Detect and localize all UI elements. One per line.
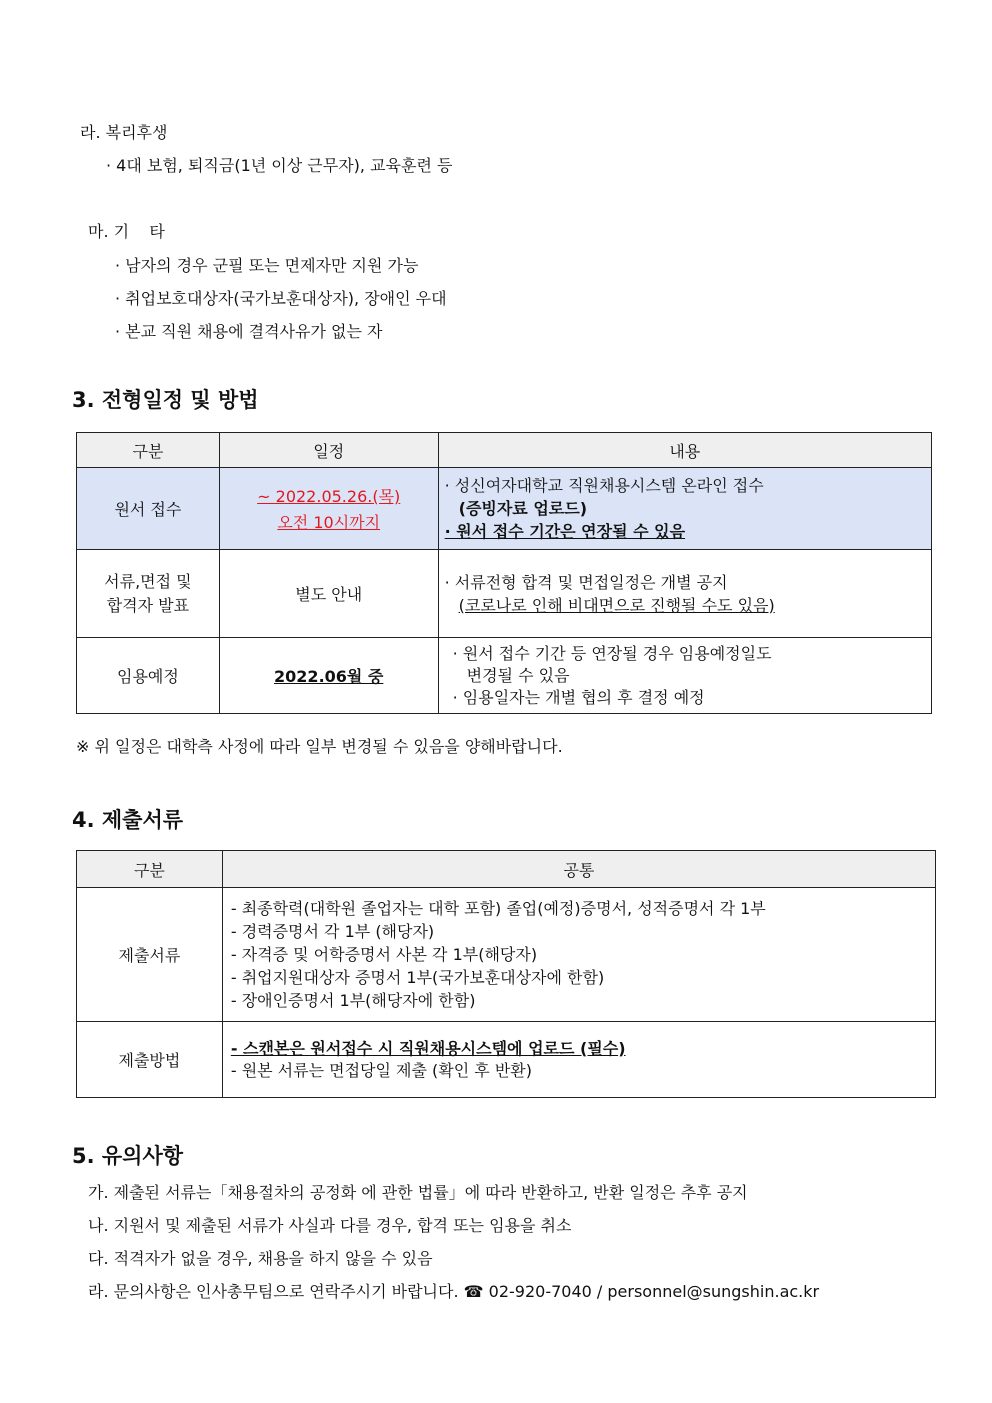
deadline-time: 오전 10시까지 (277, 513, 381, 532)
column-header: 구분 (77, 851, 223, 888)
etc-item: · 본교 직원 채용에 결격사유가 없는 자 (115, 322, 383, 341)
content-line: · 원서 접수 기간은 연장될 수 있음 (444, 522, 686, 541)
column-header: 구분 (77, 433, 220, 468)
content-line: - 취업지원대상자 증명서 1부(국가보훈대상자에 한함) (230, 968, 605, 987)
column-header: 일정 (219, 433, 438, 468)
table-row (77, 1022, 936, 1098)
section5-title: 5. 유의사항 (72, 1144, 184, 1168)
content-line: - 스캔본은 원서접수 시 직원채용시스템에 업로드 (필수) (230, 1038, 626, 1058)
documents-table (76, 850, 936, 1098)
row-category: 제출방법 (77, 1022, 223, 1098)
schedule-note: ※ 위 일정은 대학측 사정에 따라 일부 변경될 수 있음을 양해바랍니다. (76, 737, 563, 756)
column-header: 공통 (222, 851, 935, 888)
row-content (438, 550, 931, 638)
etc-item: · 남자의 경우 군필 또는 면제자만 지원 가능 (115, 256, 419, 275)
deadline-date: ~ 2022.05.26.(목) (257, 487, 401, 506)
etc-item: · 취업보호대상자(국가보훈대상자), 장애인 우대 (115, 289, 447, 308)
row-category: 임용예정 (77, 638, 220, 714)
content-line: - 원본 서류는 면접당일 제출 (확인 후 반환) (230, 1060, 532, 1080)
welfare-item: · 4대 보험, 퇴직금(1년 이상 근무자), 교육훈련 등 (106, 156, 453, 175)
row-schedule: 2022.06월 중 (219, 638, 438, 714)
etc-heading: 마. 기 타 (88, 222, 165, 241)
content-line: (코로나로 인해 비대면으로 진행될 수도 있음) (458, 595, 775, 615)
section3-title: 3. 전형일정 및 방법 (72, 388, 259, 412)
row-category: 제출서류 (77, 888, 223, 1022)
content-line: - 장애인증명서 1부(해당자에 한함) (230, 991, 476, 1010)
table-header-row (77, 433, 932, 468)
content-line: (증빙자료 업로드) (458, 499, 588, 518)
table-row (77, 888, 936, 1022)
table-row (77, 638, 932, 714)
row-content (222, 1022, 935, 1098)
column-header: 내용 (438, 433, 931, 468)
table-row (77, 550, 932, 638)
content-line: · 임용일자는 개별 협의 후 결정 예정 (452, 687, 705, 707)
content-line: · 서류전형 합격 및 면접일정은 개별 공지 (444, 572, 728, 592)
content-line: · 성신여자대학교 직원채용시스템 온라인 접수 (444, 476, 764, 495)
content-line: - 자격증 및 어학증명서 사본 각 1부(해당자) (230, 945, 538, 964)
welfare-heading: 라. 복리후생 (80, 123, 168, 142)
content-line: - 최종학력(대학원 졸업자는 대학 포함) 졸업(예정)증명서, 성적증명서 각 1부 (230, 899, 766, 918)
row-schedule: 별도 안내 (219, 550, 438, 638)
row-content (222, 888, 935, 1022)
notice-item: 다. 적격자가 없을 경우, 채용을 하지 않을 수 있음 (88, 1249, 433, 1268)
row-category (77, 550, 220, 638)
row-category: 원서 접수 (77, 468, 220, 550)
row-content (438, 468, 931, 550)
row-content (438, 638, 931, 714)
notice-item: 나. 지원서 및 제출된 서류가 사실과 다를 경우, 합격 또는 임용을 취소 (88, 1216, 572, 1235)
table-row (77, 468, 932, 550)
row-schedule (219, 468, 438, 550)
notice-item: 라. 문의사항은 인사총무팀으로 연락주시기 바랍니다. ☎ 02-920-7040 / personnel@sungshin.ac.kr (88, 1282, 820, 1301)
table-header-row (77, 851, 936, 888)
content-line: · 원서 접수 기간 등 연장될 경우 임용예정일도 (452, 643, 772, 663)
category-line: 서류,면접 및 (104, 571, 192, 591)
category-line: 합격자 발표 (106, 595, 190, 615)
section4-title: 4. 제출서류 (72, 808, 184, 832)
content-line: 변경될 수 있음 (466, 665, 570, 685)
schedule-table (76, 432, 932, 714)
content-line: - 경력증명서 각 1부 (해당자) (230, 922, 435, 941)
notice-item: 가. 제출된 서류는「채용절차의 공정화 에 관한 법률」에 따라 반환하고, 반환 일정은 추후 공지 (88, 1183, 748, 1202)
